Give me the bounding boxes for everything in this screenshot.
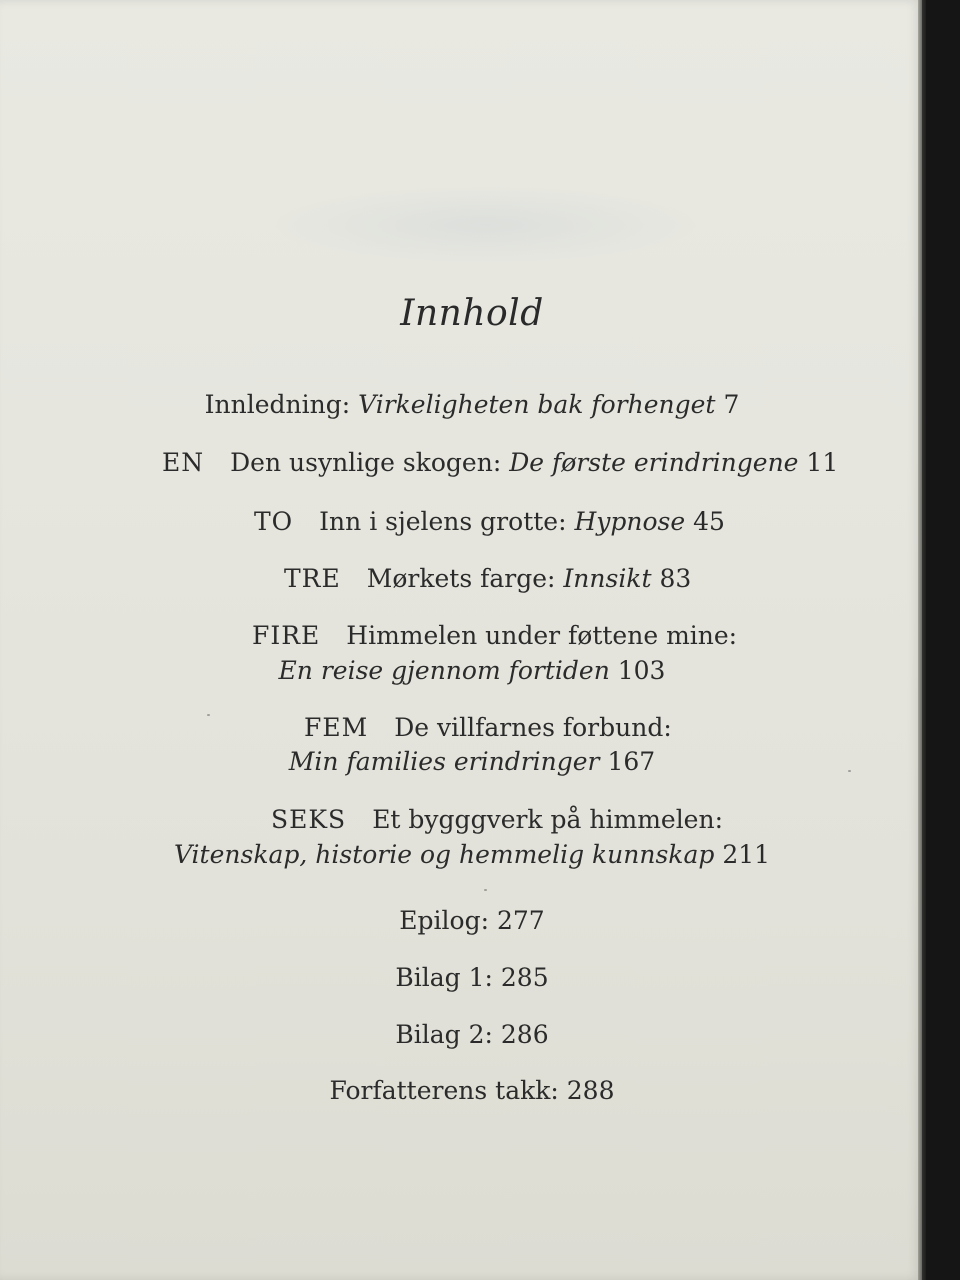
toc-entry-chapter-2 [254, 507, 725, 537]
toc-title: Innhold [400, 293, 544, 334]
paper-speck [848, 770, 851, 772]
entry-subtitle: Virkeligheten bak forhenget [358, 390, 716, 419]
toc-entry-chapter-5-subtitle [0, 747, 944, 777]
paper-speck [207, 714, 210, 716]
page-number: 7 [723, 390, 740, 419]
chapter-number: FIRE [252, 621, 321, 650]
toc-entry-chapter-4-subtitle [0, 656, 944, 686]
chapter-number: FEM [304, 713, 369, 742]
page-number: 103 [617, 656, 666, 685]
page-number: 11 [806, 448, 839, 477]
toc-entry-epilog [0, 906, 944, 936]
entry-label: Epilog: [399, 906, 490, 935]
page-number: 45 [693, 507, 725, 536]
toc-entry-acknowledgements [0, 1076, 944, 1106]
toc-entry-chapter-6-title [271, 805, 723, 835]
entry-label: Bilag 2: [395, 1020, 493, 1049]
chapter-subtitle: Innsikt [563, 564, 652, 593]
chapter-title: Et bygggverk på himmelen: [372, 805, 724, 834]
toc-entry-bilag-1 [0, 963, 944, 993]
page-number: 167 [607, 747, 656, 776]
chapter-title: Mørkets farge: [366, 564, 556, 593]
toc-entry-bilag-2 [0, 1020, 944, 1050]
paper-speck [484, 889, 487, 891]
page-number: 285 [500, 963, 549, 992]
chapter-title: Himmelen under føttene mine: [346, 621, 738, 650]
page-number: 211 [722, 840, 771, 869]
entry-label: Bilag 1: [395, 963, 493, 992]
chapter-subtitle: De første erindringene [509, 448, 799, 477]
chapter-title: De villfarnes forbund: [394, 713, 672, 742]
chapter-subtitle: Hypnose [574, 507, 686, 536]
chapter-subtitle: Min families erindringer [288, 747, 600, 776]
chapter-number: EN [162, 448, 205, 477]
chapter-subtitle: Vitenskap, historie og hemmelig kunnskap [173, 840, 715, 869]
toc-entry-intro [0, 390, 944, 420]
page-number: 83 [659, 564, 692, 593]
page-number: 288 [566, 1076, 615, 1105]
page-number: 277 [496, 906, 545, 935]
show-through-bleed [270, 185, 700, 265]
toc-entry-chapter-4-title [252, 621, 737, 651]
chapter-number: SEKS [271, 805, 347, 834]
toc-entry-chapter-1 [162, 448, 838, 478]
chapter-number: TRE [284, 564, 341, 593]
toc-entry-chapter-3 [284, 564, 691, 594]
page-number: 286 [500, 1020, 549, 1049]
chapter-number: TO [254, 507, 294, 536]
chapter-title: Inn i sjelens grotte: [319, 507, 567, 536]
page-edge-shadow [918, 0, 926, 1280]
entry-label: Forfatterens takk: [329, 1076, 559, 1105]
chapter-subtitle: En reise gjennom fortiden [278, 656, 610, 685]
toc-entry-chapter-5-title [304, 713, 672, 743]
entry-label: Innledning: [204, 390, 351, 419]
toc-entry-chapter-6-subtitle [0, 840, 944, 870]
chapter-title: Den usynlige skogen: [230, 448, 502, 477]
